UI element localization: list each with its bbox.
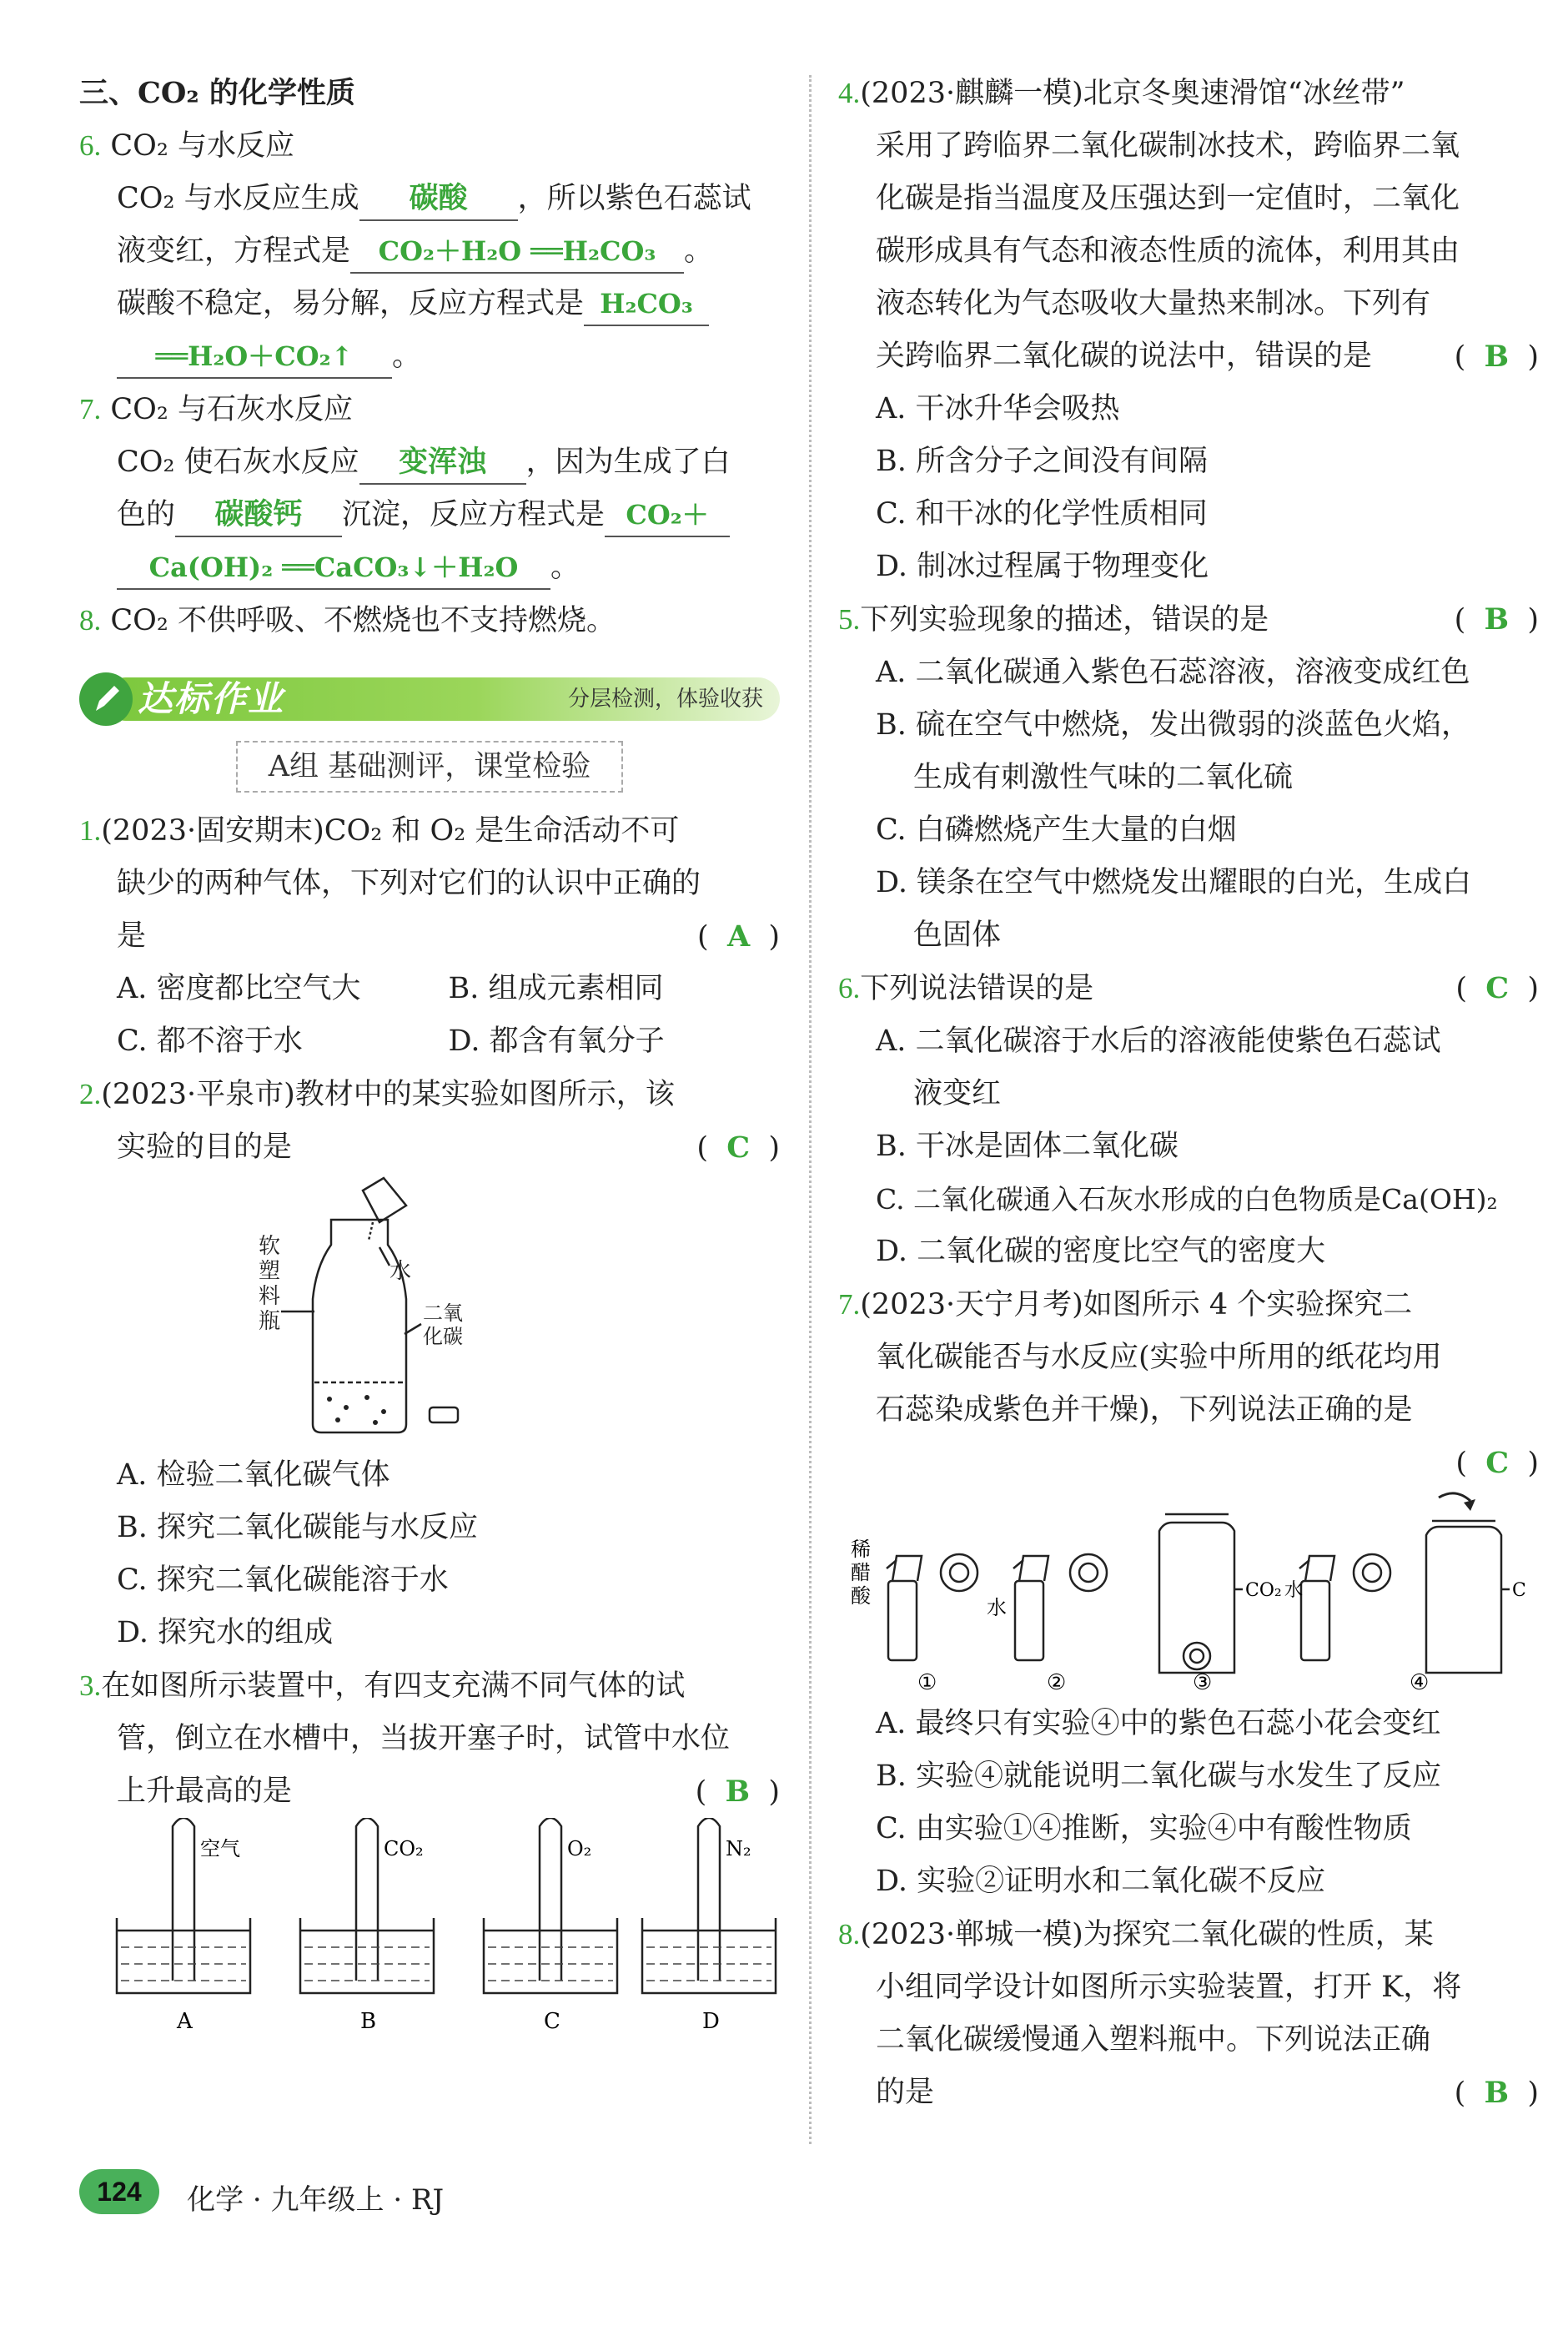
answer-blank: 碳酸钙 — [175, 494, 342, 537]
question-text: 管，倒立在水槽中，当拔开塞子时，试管中水位 — [117, 1722, 731, 1755]
question-number: 3. — [79, 1669, 102, 1702]
question-3 — [79, 1659, 780, 1713]
option-a: A. 二氧化碳通入紫色石蕊溶液，溶液变成红色 — [876, 656, 1470, 689]
item-6-heading — [79, 119, 780, 173]
item-6-line — [79, 330, 780, 383]
gas-label-b: CO₂ — [384, 1837, 424, 1860]
item-number: 7. — [79, 393, 102, 425]
question-number: 1. — [79, 814, 102, 847]
spray-bottle-4 — [1299, 1556, 1334, 1660]
bottle — [313, 1220, 406, 1432]
option-c: C. 和干冰的化学性质相同 — [876, 497, 1208, 531]
water-label: 水 — [987, 1596, 1007, 1619]
left-column — [79, 67, 780, 2043]
answer-blank: H₂CO₃ — [584, 283, 709, 326]
experiment-number-4: ④ — [1410, 1670, 1430, 1695]
answer-blank: Ca(OH)₂ ══CaCO₃↓＋H₂O — [117, 546, 550, 590]
option-c: C. 探究二氧化碳能溶于水 — [117, 1563, 449, 1597]
question-text: 石蕊染成紫色并干燥)，下列说法正确的是 — [876, 1393, 1413, 1427]
flower-2 — [1070, 1554, 1107, 1591]
question-number: 2. — [79, 1078, 102, 1110]
option-d: D. 二氧化碳的密度比空气的密度大 — [876, 1235, 1326, 1268]
option-c: C. 二氧化碳通入石灰水形成的白色物质是Ca(OH)₂ — [876, 1183, 1498, 1216]
bottle-figure — [79, 1174, 780, 1449]
question-text: (2023·郸城一模)为探究二氧化碳的性质，某 — [860, 1918, 1434, 1951]
item-number: 8. — [79, 604, 102, 637]
gas-label-c: O₂ — [567, 1837, 592, 1860]
text: 沉淀，反应方程式是 — [342, 498, 606, 531]
jar-4 — [1426, 1493, 1510, 1673]
co2-label: 二氧化碳 — [423, 1301, 463, 1348]
group-label: A组 基础测评，课堂检验 — [236, 741, 623, 793]
question-text: 化碳是指当温度及压强达到一定值时，二氧化 — [876, 182, 1460, 215]
question-text: (2023·平泉市)教材中的某实验如图所示，该 — [101, 1078, 675, 1111]
option-d-cont: 色固体 — [913, 919, 1002, 952]
item-heading: CO₂ 与石灰水反应 — [110, 393, 354, 426]
item-6-line — [79, 278, 780, 330]
question-number: 5. — [838, 603, 861, 636]
beaker-label-d: D — [702, 2009, 720, 2034]
question-number: 8. — [838, 1918, 861, 1951]
answer-blank: ══H₂O＋CO₂↑ — [117, 335, 392, 379]
beaker-label-a: A — [177, 2009, 193, 2034]
answer-paren: ( C ) — [696, 1130, 780, 1165]
option-a: A. 二氧化碳溶于水后的溶液能使紫色石蕊试 — [876, 1025, 1441, 1058]
c-label: C — [1512, 1580, 1526, 1601]
item-number: 6. — [79, 129, 102, 162]
option-d: D. 实验②证明水和二氧化碳不反应 — [876, 1865, 1326, 1898]
question-1 — [79, 804, 780, 858]
option-c: C. 都不溶于水 — [117, 1025, 303, 1058]
item-7-line — [79, 436, 780, 489]
question-8 — [838, 1908, 1539, 1961]
question-7 — [838, 1278, 1539, 1332]
question-5 — [838, 593, 1539, 647]
text: 。 — [550, 551, 580, 584]
option-b: B. 组成元素相同 — [448, 972, 664, 1005]
question-number: 6. — [838, 972, 861, 1004]
flower-4 — [1354, 1554, 1390, 1591]
option-d: D. 镁条在空气中燃烧发出耀眼的白光，生成白 — [876, 866, 1472, 899]
answer-blank: 碳酸 — [359, 178, 518, 221]
item-text: CO₂ 不供呼吸、不燃烧也不支持燃烧。 — [110, 604, 616, 637]
beaker-d — [642, 1818, 776, 1993]
column-divider — [809, 75, 812, 2144]
text: 。 — [392, 340, 422, 373]
question-text: 液态转化为气态吸收大量热来制冰。下列有 — [876, 287, 1431, 320]
question-number: 7. — [838, 1288, 861, 1321]
answer: A — [726, 919, 751, 954]
options-row — [79, 963, 780, 1015]
question-text: 上升最高的是 — [117, 1775, 293, 1808]
item-7-line — [79, 489, 780, 541]
question-text: 缺少的两种气体，下列对它们的认识中正确的 — [117, 867, 701, 900]
test-tubes-figure — [79, 1818, 780, 2043]
answer: C — [1485, 1446, 1510, 1480]
item-7-line — [79, 541, 780, 594]
question-number: 4. — [838, 77, 861, 109]
spray-bottle-1 — [887, 1556, 922, 1660]
question-4 — [838, 67, 1539, 120]
gas-label-d: N₂ — [726, 1837, 751, 1860]
question-text: 下列说法错误的是 — [860, 972, 1094, 1005]
text: ，所以紫色石蕊试 — [517, 182, 751, 215]
text: 碳酸不稳定，易分解，反应方程式是 — [117, 287, 585, 320]
experiment-number-1: ① — [917, 1670, 937, 1695]
question-text: (2023·麒麟一模)北京冬奥速滑馆“冰丝带” — [860, 77, 1405, 110]
item-6-line — [79, 225, 780, 278]
item-7-heading — [79, 383, 780, 436]
gas-label-a: 空气 — [200, 1837, 240, 1860]
jar-3 — [1159, 1514, 1243, 1673]
answer: B — [1484, 602, 1510, 637]
answer-paren: ( A ) — [697, 919, 780, 954]
option-c: C. 白磷燃烧产生大量的白烟 — [876, 813, 1237, 847]
item-8 — [79, 594, 780, 647]
question-text: 在如图所示装置中，有四支充满不同气体的试 — [101, 1669, 686, 1703]
question-text: 小组同学设计如图所示实验装置，打开 K，将 — [876, 1971, 1462, 2004]
answer-paren: ( B ) — [1454, 340, 1539, 374]
homework-banner — [79, 672, 780, 726]
experiment-number-3: ③ — [1193, 1670, 1213, 1695]
option-a: A. 干冰升华会吸热 — [876, 392, 1120, 425]
page-number: 124 — [79, 2169, 159, 2214]
option-b: B. 实验④就能说明二氧化碳与水发生了反应 — [876, 1760, 1441, 1793]
pencil-icon — [79, 672, 133, 726]
answer: B — [1484, 2076, 1510, 2110]
beaker-label-b: B — [360, 2009, 377, 2034]
text: 液变红，方程式是 — [117, 234, 351, 268]
co2-label: CO₂ — [1245, 1580, 1282, 1601]
bottle-label: 软塑料瓶 — [259, 1234, 281, 1334]
pouring-cup — [363, 1178, 406, 1222]
question-text: 氧化碳能否与水反应(实验中所用的纸花均用 — [876, 1341, 1442, 1374]
water-label-2: 水 — [1284, 1580, 1304, 1601]
text: 。 — [684, 234, 714, 268]
banner-subtitle: 分层检测，体验收获 — [567, 687, 763, 712]
answer-blank: 变浑浊 — [359, 441, 526, 485]
option-b: B. 探究二氧化碳能与水反应 — [117, 1511, 478, 1544]
section-title: 三、CO₂ 的化学性质 — [79, 76, 355, 110]
options-row — [79, 1015, 780, 1068]
answer-blank: CO₂＋H₂O ══H₂CO₃ — [350, 230, 684, 274]
option-b: B. 硫在空气中燃烧，发出微弱的淡蓝色火焰， — [876, 708, 1470, 742]
option-d: D. 都含有氧分子 — [448, 1025, 665, 1058]
question-text-line — [838, 2067, 1539, 2119]
option-b: B. 干冰是固体二氧化碳 — [876, 1130, 1179, 1163]
question-text-line — [838, 1437, 1539, 1489]
page-footer — [79, 2169, 444, 2218]
answer-paren: ( B ) — [695, 1775, 780, 1809]
question-6 — [838, 962, 1539, 1015]
arrow-icon — [1464, 1499, 1475, 1511]
spray-bottle-2 — [1013, 1556, 1048, 1660]
question-text: 二氧化碳缓慢通入塑料瓶中。下列说法正确 — [876, 2023, 1431, 2057]
item-heading: CO₂ 与水反应 — [110, 129, 295, 163]
beaker-label-c: C — [544, 2009, 560, 2034]
answer-blank: CO₂＋ — [605, 494, 730, 537]
answer: C — [726, 1130, 751, 1165]
answer-paren: ( B ) — [1454, 2076, 1539, 2110]
option-d: D. 探究水的组成 — [117, 1616, 334, 1649]
question-text: 是 — [117, 919, 147, 953]
text: 色的 — [117, 498, 176, 531]
answer: C — [1485, 971, 1510, 1005]
question-text: (2023·天宁月考)如图所示 4 个实验探究二 — [860, 1288, 1413, 1322]
answer-paren: ( C ) — [1455, 971, 1539, 1005]
item-6-line — [79, 173, 780, 225]
question-text: 下列实验现象的描述，错误的是 — [860, 603, 1269, 637]
cap — [430, 1407, 458, 1422]
answer: B — [725, 1775, 751, 1809]
option-c: C. 由实验①④推断，实验④中有酸性物质 — [876, 1812, 1412, 1845]
right-column — [838, 67, 1539, 2119]
option-a: A. 密度都比空气大 — [117, 972, 361, 1005]
question-text-line — [79, 1121, 780, 1174]
question-text: (2023·固安期末)CO₂ 和 O₂ 是生命活动不可 — [101, 814, 680, 848]
answer-paren: ( C ) — [1455, 1446, 1539, 1480]
option-a: A. 检验二氧化碳气体 — [117, 1458, 390, 1492]
option-a: A. 最终只有实验④中的紫色石蕊小花会变红 — [876, 1707, 1441, 1740]
question-2 — [79, 1068, 780, 1121]
acid-label: 稀醋酸 — [851, 1538, 871, 1608]
text: ，因为生成了白 — [525, 446, 731, 479]
option-a-cont: 液变红 — [913, 1077, 1002, 1110]
water-label: 水 — [389, 1259, 412, 1284]
question-text-line — [79, 1765, 780, 1818]
question-text: 碳形成具有气态和液态性质的流体，利用其由 — [876, 234, 1460, 268]
option-d: D. 制冰过程属于物理变化 — [876, 550, 1209, 583]
experiment-number-2: ② — [1047, 1670, 1067, 1695]
footer-text: 化学 · 九年级上 · RJ — [187, 2183, 445, 2217]
banner-title: 达标作业 — [138, 678, 285, 719]
question-text: 采用了跨临界二氧化碳制冰技术，跨临界二氧 — [876, 129, 1460, 163]
answer-paren: ( B ) — [1454, 602, 1539, 637]
beaker-c — [484, 1818, 617, 1993]
question-text-line — [838, 330, 1539, 383]
question-text: 的是 — [876, 2076, 935, 2109]
option-b-cont: 生成有刺激性气味的二氧化硫 — [913, 761, 1294, 794]
text: CO₂ 使石灰水反应 — [117, 446, 359, 479]
option-b: B. 所含分子之间没有间隔 — [876, 445, 1208, 478]
spray-experiment-figure — [838, 1489, 1539, 1698]
flower-1 — [941, 1554, 977, 1591]
text: CO₂ 与水反应生成 — [117, 182, 359, 215]
question-text-line — [79, 910, 780, 963]
answer: B — [1484, 340, 1510, 374]
question-text: 实验的目的是 — [117, 1130, 293, 1164]
question-text: 关跨临界二氧化碳的说法中，错误的是 — [876, 340, 1373, 373]
